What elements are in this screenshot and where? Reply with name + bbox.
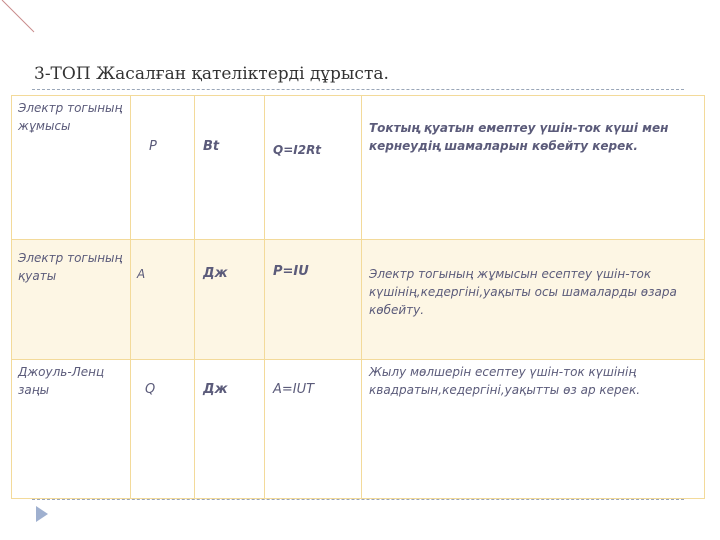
formula-cell xyxy=(265,360,362,499)
bottom-dashed-divider xyxy=(32,499,684,500)
quantity-name: Электр тогының қуаты xyxy=(18,251,123,283)
unit-value: Дж xyxy=(203,266,228,281)
description-cell xyxy=(362,360,705,499)
table-row xyxy=(12,240,705,360)
formula-cell xyxy=(265,96,362,240)
unit-cell xyxy=(195,360,265,499)
symbol-cell xyxy=(131,240,195,360)
quantity-name: Джоуль-Ленц заңы xyxy=(18,365,105,397)
description-text: Электр тогының жұмысын есептеу үшін-ток күшінің,кедергіні,уақыты осы шамаларды өзара көбейту. xyxy=(369,267,677,317)
symbol-value: Q xyxy=(145,382,156,397)
quantity-name: Электр тогының жұмысы xyxy=(18,101,123,133)
decorative-corner-line xyxy=(0,0,40,40)
symbol-value: A xyxy=(137,267,146,281)
formula-value: P=IU xyxy=(273,264,309,279)
description-text: Жылу мөлшерін есептеу үшін-ток күшінің квадратын,кедергіні,уақытты өз ар керек. xyxy=(369,365,641,397)
next-slide-arrow-icon[interactable] xyxy=(36,506,48,522)
description-text: Токтың қуатын емептеу үшін-ток күші мен кернеудің шамаларын көбейту керек. xyxy=(369,121,669,153)
description-cell xyxy=(362,96,705,240)
unit-value: Вt xyxy=(203,139,220,154)
unit-value: Дж xyxy=(203,382,228,397)
quantity-name-cell xyxy=(12,360,131,499)
description-cell xyxy=(362,240,705,360)
quantity-name-cell xyxy=(12,96,131,240)
quantity-name-cell xyxy=(12,240,131,360)
formula-value: A=IUT xyxy=(273,382,315,397)
unit-cell xyxy=(195,96,265,240)
formula-cell xyxy=(265,240,362,360)
slide-title: 3-ТОП Жасалған қателіктерді дұрыста. xyxy=(34,64,389,84)
symbol-cell xyxy=(131,360,195,499)
table-row xyxy=(12,360,705,499)
symbol-value: P xyxy=(149,139,157,154)
top-dashed-divider xyxy=(32,89,684,90)
corrections-table xyxy=(11,95,705,499)
symbol-cell xyxy=(131,96,195,240)
table-row xyxy=(12,96,705,240)
formula-value: Q=I2Rt xyxy=(273,143,322,157)
unit-cell xyxy=(195,240,265,360)
